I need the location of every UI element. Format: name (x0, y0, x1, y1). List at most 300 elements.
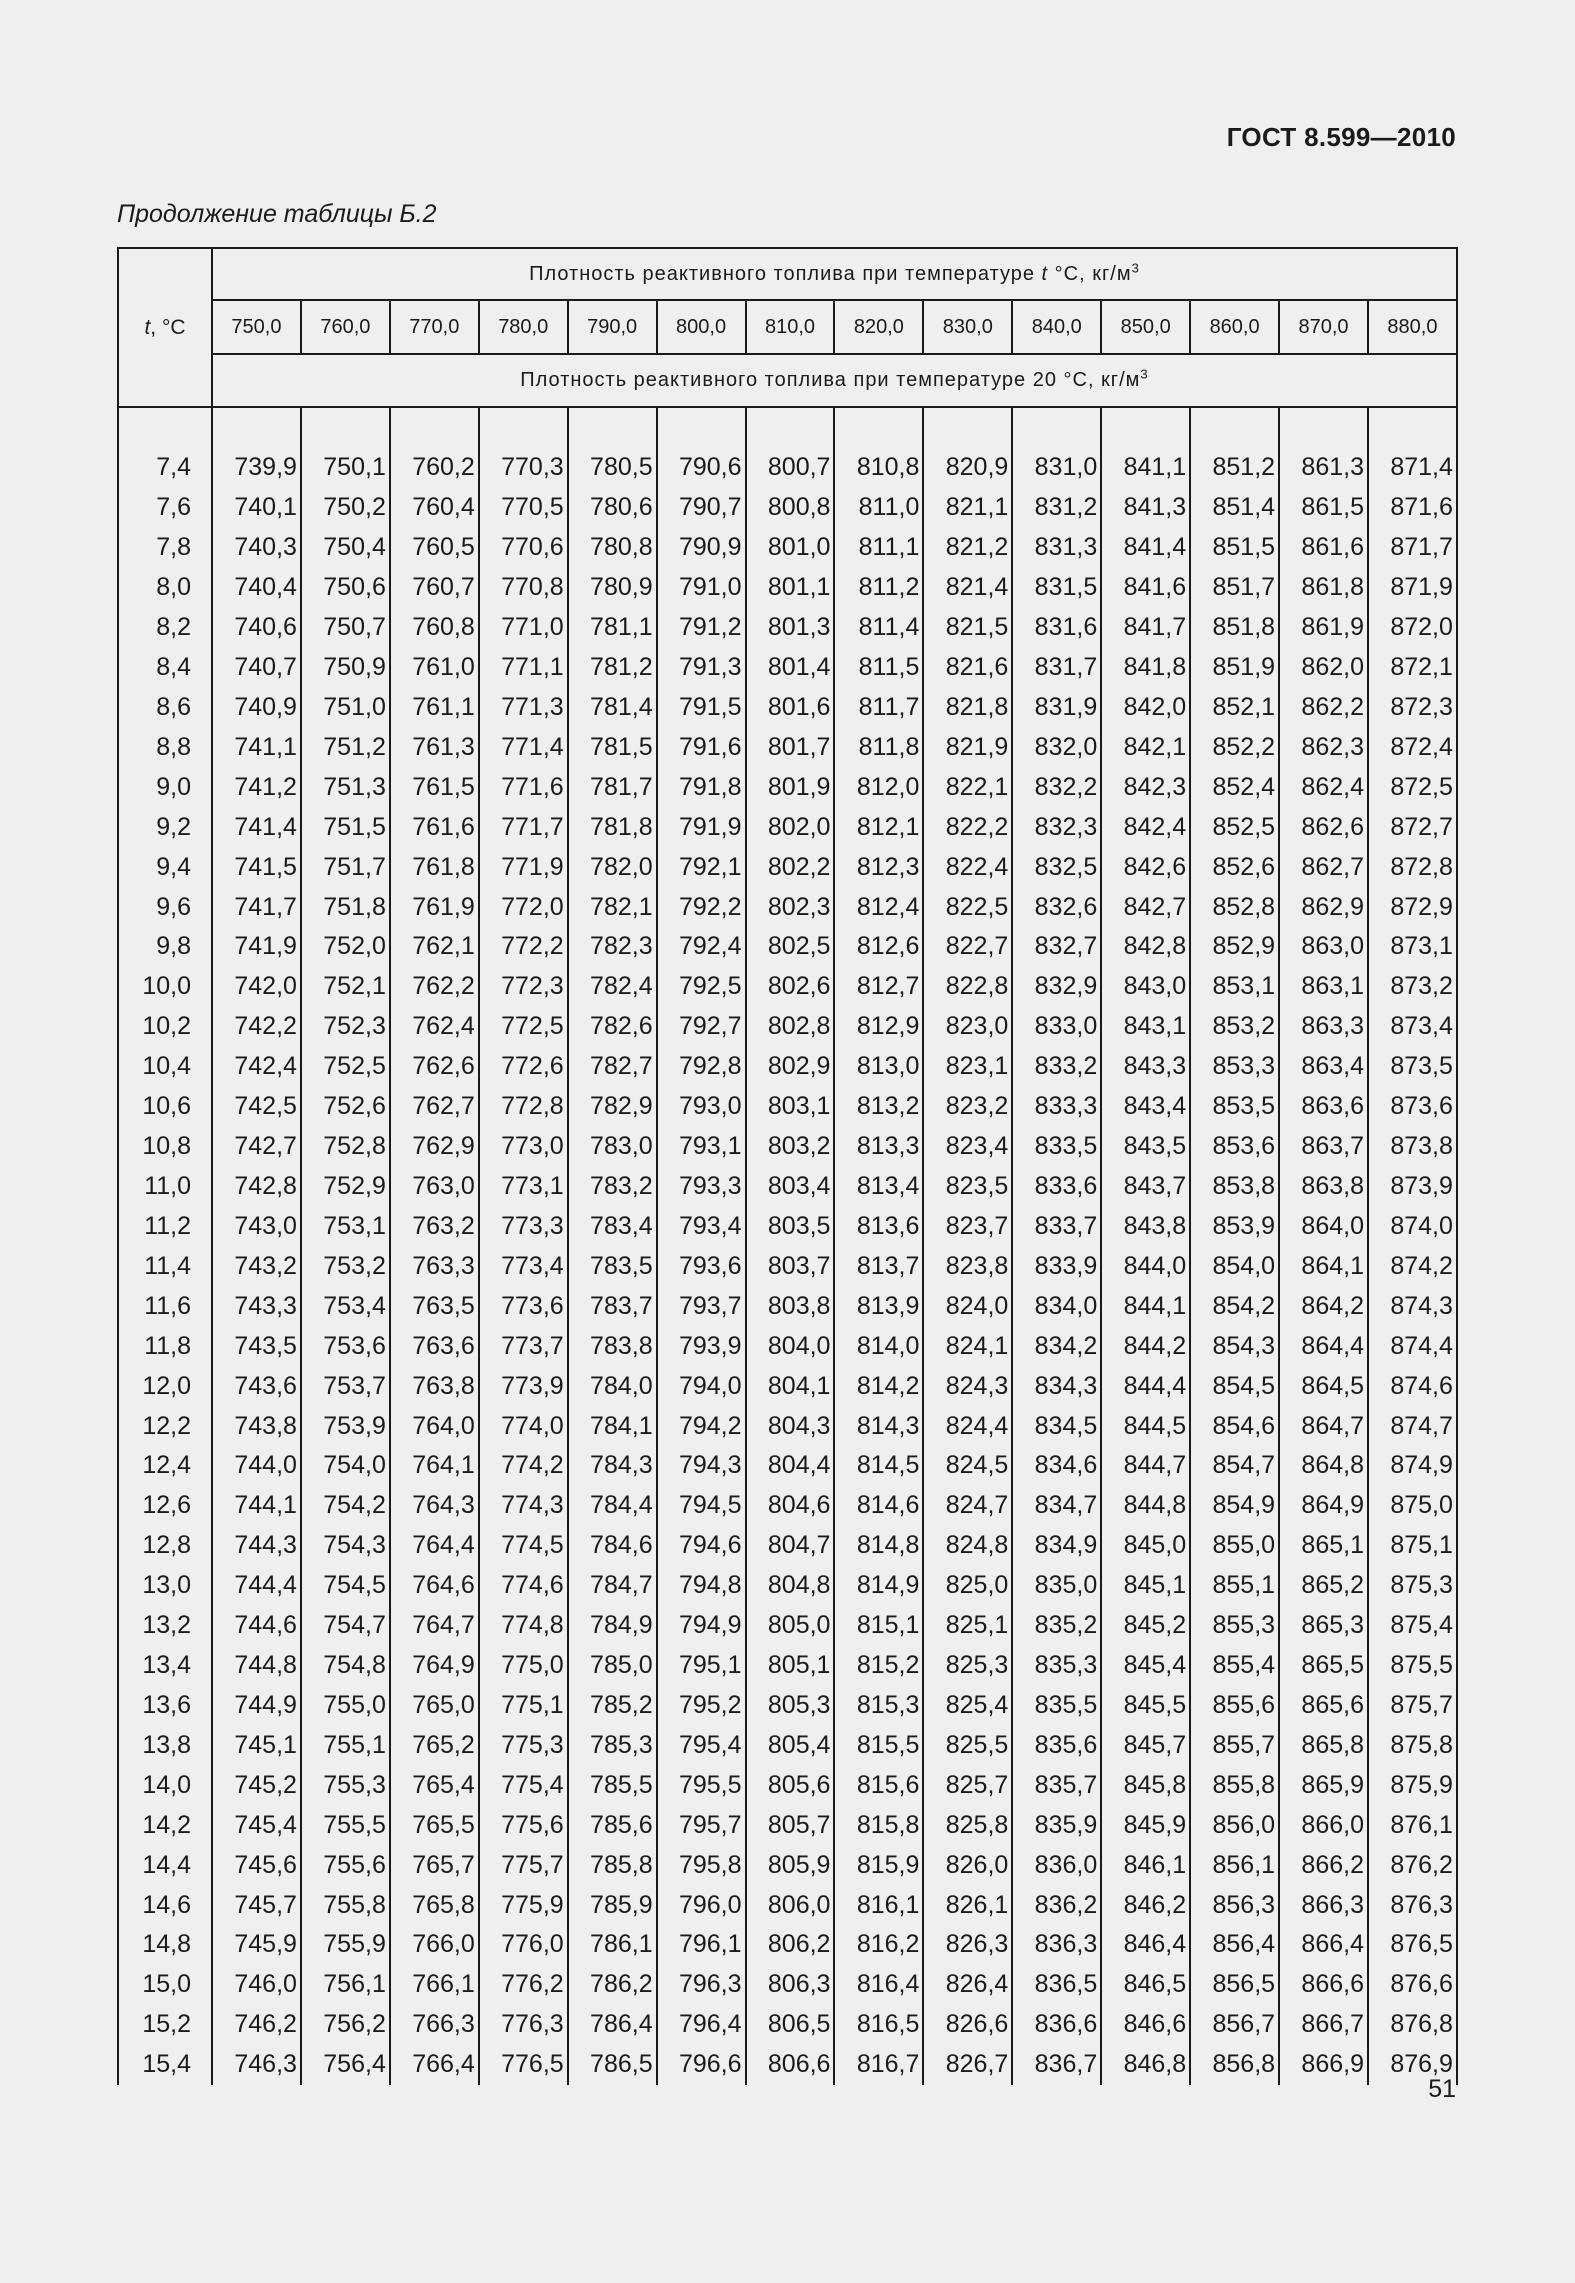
table-row (118, 767, 1457, 807)
density-cell: 794,0 (657, 1366, 746, 1406)
density-cell: 740,9 (212, 687, 301, 727)
density-cell: 814,2 (834, 1366, 923, 1406)
density-cell: 835,9 (1012, 1805, 1101, 1845)
density-cell: 744,6 (212, 1606, 301, 1646)
density-cell: 755,9 (301, 1925, 390, 1965)
density-cell: 841,8 (1101, 648, 1190, 688)
density-cell: 750,4 (301, 528, 390, 568)
density-cell: 760,5 (390, 528, 479, 568)
density-cell: 816,7 (834, 2045, 923, 2085)
density-cell: 775,0 (479, 1646, 568, 1686)
density-cell: 741,2 (212, 767, 301, 807)
density-cell: 750,7 (301, 608, 390, 648)
density-cell: 793,4 (657, 1206, 746, 1246)
density-cell: 875,7 (1368, 1686, 1457, 1726)
density-cell: 751,5 (301, 807, 390, 847)
density-cell: 783,0 (568, 1127, 657, 1167)
density-cell: 866,0 (1279, 1805, 1368, 1845)
density-cell: 784,9 (568, 1606, 657, 1646)
table-row (118, 1686, 1457, 1726)
density-cell: 845,0 (1101, 1526, 1190, 1566)
density-cell: 813,0 (834, 1047, 923, 1087)
density-cell: 820,9 (923, 448, 1012, 488)
density-cell: 756,1 (301, 1965, 390, 2005)
density-cell: 772,0 (479, 887, 568, 927)
density-cell: 752,6 (301, 1087, 390, 1127)
density-cell: 805,7 (746, 1805, 835, 1845)
density-cell: 796,0 (657, 1885, 746, 1925)
density-cell: 831,7 (1012, 648, 1101, 688)
density-cell: 785,2 (568, 1686, 657, 1726)
density-cell: 856,8 (1190, 2045, 1279, 2085)
document-code: ГОСТ 8.599—2010 (1226, 122, 1456, 152)
density-cell: 785,6 (568, 1805, 657, 1845)
density-cell: 856,0 (1190, 1805, 1279, 1845)
density-cell: 804,4 (746, 1446, 835, 1486)
density-cell: 834,2 (1012, 1326, 1101, 1366)
density-cell: 781,2 (568, 648, 657, 688)
density-cell: 823,1 (923, 1047, 1012, 1087)
density-cell: 753,6 (301, 1326, 390, 1366)
density-cell: 855,3 (1190, 1606, 1279, 1646)
page-number: 51 (1428, 2075, 1456, 2103)
density-cell: 793,1 (657, 1127, 746, 1167)
density-cell: 744,9 (212, 1686, 301, 1726)
density-cell: 835,7 (1012, 1765, 1101, 1805)
table-row (118, 1646, 1457, 1686)
density-cell: 831,2 (1012, 488, 1101, 528)
density-cell: 851,2 (1190, 448, 1279, 488)
density-cell: 871,6 (1368, 488, 1457, 528)
density-cell: 743,8 (212, 1406, 301, 1446)
density-cell: 791,9 (657, 807, 746, 847)
spacer-cell (568, 407, 657, 448)
density-cell: 773,3 (479, 1206, 568, 1246)
table-row (118, 1167, 1457, 1207)
density-cell: 775,3 (479, 1725, 568, 1765)
density-cell: 752,1 (301, 967, 390, 1007)
density-cell: 803,5 (746, 1206, 835, 1246)
density-cell: 796,3 (657, 1965, 746, 2005)
table-row (118, 927, 1457, 967)
density-cell: 832,5 (1012, 847, 1101, 887)
density-cell: 811,7 (834, 687, 923, 727)
temperature-cell: 10,0 (118, 967, 212, 1007)
density-cell: 753,9 (301, 1406, 390, 1446)
density-cell: 844,5 (1101, 1406, 1190, 1446)
density-cell: 741,4 (212, 807, 301, 847)
temperature-cell: 11,4 (118, 1246, 212, 1286)
density-cell: 845,9 (1101, 1805, 1190, 1845)
density-cell: 865,8 (1279, 1725, 1368, 1765)
density-table (117, 247, 1458, 2085)
density-cell: 852,6 (1190, 847, 1279, 887)
density-header-cell: 830,0 (923, 300, 1012, 354)
density-cell: 816,2 (834, 1925, 923, 1965)
density-cell: 744,8 (212, 1646, 301, 1686)
density-cell: 742,5 (212, 1087, 301, 1127)
density-cell: 806,2 (746, 1925, 835, 1965)
density-cell: 801,7 (746, 727, 835, 767)
density-cell: 762,2 (390, 967, 479, 1007)
density-cell: 784,6 (568, 1526, 657, 1566)
density-cell: 773,9 (479, 1366, 568, 1406)
density-cell: 791,3 (657, 648, 746, 688)
density-cell: 825,5 (923, 1725, 1012, 1765)
density-cell: 852,9 (1190, 927, 1279, 967)
density-cell: 783,5 (568, 1246, 657, 1286)
spacer-cell (479, 407, 568, 448)
density-cell: 740,3 (212, 528, 301, 568)
density-cell: 824,8 (923, 1526, 1012, 1566)
density-cell: 824,7 (923, 1486, 1012, 1526)
temperature-cell: 14,8 (118, 1925, 212, 1965)
table-row (118, 887, 1457, 927)
density-cell: 866,6 (1279, 1965, 1368, 2005)
density-cell: 771,6 (479, 767, 568, 807)
density-cell: 805,4 (746, 1725, 835, 1765)
density-cell: 873,2 (1368, 967, 1457, 1007)
density-cell: 844,8 (1101, 1486, 1190, 1526)
spacer-cell (834, 407, 923, 448)
density-cell: 812,0 (834, 767, 923, 807)
table-row (118, 1206, 1457, 1246)
density-cell: 852,4 (1190, 767, 1279, 807)
density-cell: 832,2 (1012, 767, 1101, 807)
density-cell: 752,3 (301, 1007, 390, 1047)
density-cell: 823,7 (923, 1206, 1012, 1246)
density-cell: 865,6 (1279, 1686, 1368, 1726)
temperature-cell: 11,2 (118, 1206, 212, 1246)
density-cell: 875,3 (1368, 1566, 1457, 1606)
density-cell: 862,6 (1279, 807, 1368, 847)
temperature-cell: 9,8 (118, 927, 212, 967)
density-cell: 862,7 (1279, 847, 1368, 887)
density-cell: 802,0 (746, 807, 835, 847)
density-header-cell: 770,0 (390, 300, 479, 354)
density-cell: 834,7 (1012, 1486, 1101, 1526)
density-cell: 843,7 (1101, 1167, 1190, 1207)
density-cell: 763,5 (390, 1286, 479, 1326)
density-cell: 764,9 (390, 1646, 479, 1686)
density-cell: 826,1 (923, 1885, 1012, 1925)
density-cell: 751,8 (301, 887, 390, 927)
density-cell: 780,8 (568, 528, 657, 568)
density-cell: 773,4 (479, 1246, 568, 1286)
density-cell: 824,3 (923, 1366, 1012, 1406)
density-cell: 823,0 (923, 1007, 1012, 1047)
density-cell: 755,6 (301, 1845, 390, 1885)
density-cell: 826,7 (923, 2045, 1012, 2085)
density-cell: 776,0 (479, 1925, 568, 1965)
density-cell: 740,6 (212, 608, 301, 648)
spacer-cell (301, 407, 390, 448)
density-cell: 854,2 (1190, 1286, 1279, 1326)
density-cell: 863,0 (1279, 927, 1368, 967)
density-cell: 856,4 (1190, 1925, 1279, 1965)
density-cell: 815,8 (834, 1805, 923, 1845)
temperature-cell: 12,2 (118, 1406, 212, 1446)
temperature-cell: 11,6 (118, 1286, 212, 1326)
table-row (118, 1127, 1457, 1167)
table-row (118, 807, 1457, 847)
density-cell: 826,0 (923, 1845, 1012, 1885)
density-cell: 804,3 (746, 1406, 835, 1446)
density-cell: 756,2 (301, 2005, 390, 2045)
density-cell: 832,7 (1012, 927, 1101, 967)
density-cell: 836,0 (1012, 1845, 1101, 1885)
table-row (118, 1246, 1457, 1286)
density-cell: 754,5 (301, 1566, 390, 1606)
density-cell: 785,8 (568, 1845, 657, 1885)
density-cell: 833,2 (1012, 1047, 1101, 1087)
temperature-cell: 8,8 (118, 727, 212, 767)
density-cell: 864,8 (1279, 1446, 1368, 1486)
density-cell: 832,6 (1012, 887, 1101, 927)
density-cell: 843,1 (1101, 1007, 1190, 1047)
density-cell: 781,7 (568, 767, 657, 807)
density-cell: 824,0 (923, 1286, 1012, 1326)
temperature-cell: 8,2 (118, 608, 212, 648)
density-cell: 796,6 (657, 2045, 746, 2085)
density-cell: 764,0 (390, 1406, 479, 1446)
density-cell: 855,1 (1190, 1566, 1279, 1606)
density-cell: 815,1 (834, 1606, 923, 1646)
density-cell: 825,1 (923, 1606, 1012, 1646)
spacer-cell (118, 407, 212, 448)
density-cell: 855,8 (1190, 1765, 1279, 1805)
density-cell: 864,5 (1279, 1366, 1368, 1406)
density-cell: 811,8 (834, 727, 923, 767)
density-header-cell: 840,0 (1012, 300, 1101, 354)
density-cell: 821,1 (923, 488, 1012, 528)
density-cell: 876,6 (1368, 1965, 1457, 2005)
density-cell: 861,5 (1279, 488, 1368, 528)
table-caption: Продолжение таблицы Б.2 (117, 200, 437, 228)
density-cell: 776,3 (479, 2005, 568, 2045)
table-row (118, 568, 1457, 608)
density-cell: 772,6 (479, 1047, 568, 1087)
density-cell: 874,9 (1368, 1446, 1457, 1486)
density-cell: 795,7 (657, 1805, 746, 1845)
density-cell: 833,9 (1012, 1246, 1101, 1286)
density-cell: 752,0 (301, 927, 390, 967)
density-cell: 873,4 (1368, 1007, 1457, 1047)
density-cell: 781,1 (568, 608, 657, 648)
density-cell: 771,9 (479, 847, 568, 887)
density-cell: 851,7 (1190, 568, 1279, 608)
density-cell: 785,5 (568, 1765, 657, 1805)
density-cell: 775,6 (479, 1805, 568, 1845)
density-cell: 872,5 (1368, 767, 1457, 807)
density-cell: 815,6 (834, 1765, 923, 1805)
density-cell: 750,2 (301, 488, 390, 528)
density-header-cell: 860,0 (1190, 300, 1279, 354)
density-cell: 825,0 (923, 1566, 1012, 1606)
density-cell: 822,5 (923, 887, 1012, 927)
density-cell: 763,3 (390, 1246, 479, 1286)
density-cell: 872,3 (1368, 687, 1457, 727)
density-cell: 876,2 (1368, 1845, 1457, 1885)
density-cell: 813,7 (834, 1246, 923, 1286)
density-cell: 742,7 (212, 1127, 301, 1167)
density-cell: 752,5 (301, 1047, 390, 1087)
density-cell: 862,4 (1279, 767, 1368, 807)
density-cell: 805,9 (746, 1845, 835, 1885)
density-cell: 834,9 (1012, 1526, 1101, 1566)
density-cell: 864,2 (1279, 1286, 1368, 1326)
density-cell: 844,0 (1101, 1246, 1190, 1286)
density-cell: 836,6 (1012, 2005, 1101, 2045)
density-cell: 812,1 (834, 807, 923, 847)
density-cell: 825,7 (923, 1765, 1012, 1805)
density-cell: 874,3 (1368, 1286, 1457, 1326)
density-cell: 863,6 (1279, 1087, 1368, 1127)
density-cell: 796,1 (657, 1925, 746, 1965)
density-cell: 795,4 (657, 1725, 746, 1765)
density-cell: 782,1 (568, 887, 657, 927)
density-cell: 836,7 (1012, 2045, 1101, 2085)
density-cell: 806,3 (746, 1965, 835, 2005)
density-cell: 753,4 (301, 1286, 390, 1326)
density-cell: 865,3 (1279, 1606, 1368, 1646)
temperature-cell: 8,4 (118, 648, 212, 688)
density-cell: 792,4 (657, 927, 746, 967)
density-cell: 776,2 (479, 1965, 568, 2005)
density-cell: 765,4 (390, 1765, 479, 1805)
density-cell: 800,7 (746, 448, 835, 488)
density-cell: 841,3 (1101, 488, 1190, 528)
density-cell: 831,9 (1012, 687, 1101, 727)
spacer-cell (390, 407, 479, 448)
density-cell: 784,0 (568, 1366, 657, 1406)
density-cell: 854,3 (1190, 1326, 1279, 1366)
density-cell: 815,9 (834, 1845, 923, 1885)
density-cell: 739,9 (212, 448, 301, 488)
density-cell: 846,1 (1101, 1845, 1190, 1885)
density-cell: 833,3 (1012, 1087, 1101, 1127)
density-cell: 801,4 (746, 648, 835, 688)
density-cell: 803,8 (746, 1286, 835, 1326)
density-cell: 770,8 (479, 568, 568, 608)
density-cell: 802,2 (746, 847, 835, 887)
density-cell: 803,1 (746, 1087, 835, 1127)
table-row (118, 967, 1457, 1007)
density-cell: 751,7 (301, 847, 390, 887)
density-cell: 755,5 (301, 1805, 390, 1845)
density-cell: 815,5 (834, 1725, 923, 1765)
density-cell: 874,7 (1368, 1406, 1457, 1446)
density-cell: 754,8 (301, 1646, 390, 1686)
density-cell: 761,1 (390, 687, 479, 727)
density-cell: 763,6 (390, 1326, 479, 1366)
density-cell: 873,8 (1368, 1127, 1457, 1167)
temperature-cell: 8,0 (118, 568, 212, 608)
density-cell: 755,1 (301, 1725, 390, 1765)
top-header: Плотность реактивного топлива при температуре t °С, $кг/м^3$ (212, 248, 1457, 300)
density-cell: 783,2 (568, 1167, 657, 1207)
density-cell: 782,4 (568, 967, 657, 1007)
density-cell: 876,9 (1368, 2045, 1457, 2085)
density-cell: 742,2 (212, 1007, 301, 1047)
density-cell: 823,2 (923, 1087, 1012, 1127)
density-cell: 791,8 (657, 767, 746, 807)
density-cell: 812,6 (834, 927, 923, 967)
density-cell: 822,7 (923, 927, 1012, 967)
density-cell: 744,4 (212, 1566, 301, 1606)
density-cell: 845,7 (1101, 1725, 1190, 1765)
density-cell: 775,9 (479, 1885, 568, 1925)
density-cell: 795,8 (657, 1845, 746, 1885)
temperature-cell: 12,4 (118, 1446, 212, 1486)
density-cell: 854,9 (1190, 1486, 1279, 1526)
density-cell: 846,4 (1101, 1925, 1190, 1965)
density-cell: 794,6 (657, 1526, 746, 1566)
density-cell: 852,2 (1190, 727, 1279, 767)
density-cell: 801,1 (746, 568, 835, 608)
density-cell: 813,2 (834, 1087, 923, 1127)
density-cell: 760,7 (390, 568, 479, 608)
density-cell: 852,1 (1190, 687, 1279, 727)
density-cell: 765,7 (390, 1845, 479, 1885)
density-cell: 763,2 (390, 1206, 479, 1246)
density-cell: 861,8 (1279, 568, 1368, 608)
density-cell: 841,4 (1101, 528, 1190, 568)
density-cell: 844,2 (1101, 1326, 1190, 1366)
density-cell: 851,8 (1190, 608, 1279, 648)
density-cell: 842,1 (1101, 727, 1190, 767)
density-cell: 790,6 (657, 448, 746, 488)
density-cell: 753,2 (301, 1246, 390, 1286)
density-cell: 846,2 (1101, 1885, 1190, 1925)
density-cell: 813,6 (834, 1206, 923, 1246)
temperature-cell: 8,6 (118, 687, 212, 727)
density-cell: 864,1 (1279, 1246, 1368, 1286)
density-cell: 875,9 (1368, 1765, 1457, 1805)
density-cell: 842,6 (1101, 847, 1190, 887)
density-cell: 835,3 (1012, 1646, 1101, 1686)
density-cell: 755,3 (301, 1765, 390, 1805)
density-cell: 764,3 (390, 1486, 479, 1526)
density-cell: 863,3 (1279, 1007, 1368, 1047)
density-cell: 856,1 (1190, 1845, 1279, 1885)
density-cell: 805,0 (746, 1606, 835, 1646)
density-cell: 851,5 (1190, 528, 1279, 568)
density-cell: 846,5 (1101, 1965, 1190, 2005)
density-cell: 750,9 (301, 648, 390, 688)
density-cell: 862,2 (1279, 687, 1368, 727)
density-cell: 794,3 (657, 1446, 746, 1486)
density-cell: 876,1 (1368, 1805, 1457, 1845)
density-cell: 761,8 (390, 847, 479, 887)
density-cell: 865,2 (1279, 1566, 1368, 1606)
density-cell: 794,5 (657, 1486, 746, 1526)
density-cell: 831,5 (1012, 568, 1101, 608)
density-cell: 754,7 (301, 1606, 390, 1646)
density-cell: 814,8 (834, 1526, 923, 1566)
density-cell: 745,6 (212, 1845, 301, 1885)
density-cell: 762,9 (390, 1127, 479, 1167)
table-row (118, 608, 1457, 648)
density-cell: 754,0 (301, 1446, 390, 1486)
density-cell: 773,1 (479, 1167, 568, 1207)
table-row (118, 1047, 1457, 1087)
density-cell: 811,5 (834, 648, 923, 688)
density-cell: 814,0 (834, 1326, 923, 1366)
density-cell: 783,7 (568, 1286, 657, 1326)
table-row (118, 727, 1457, 767)
density-cell: 760,2 (390, 448, 479, 488)
